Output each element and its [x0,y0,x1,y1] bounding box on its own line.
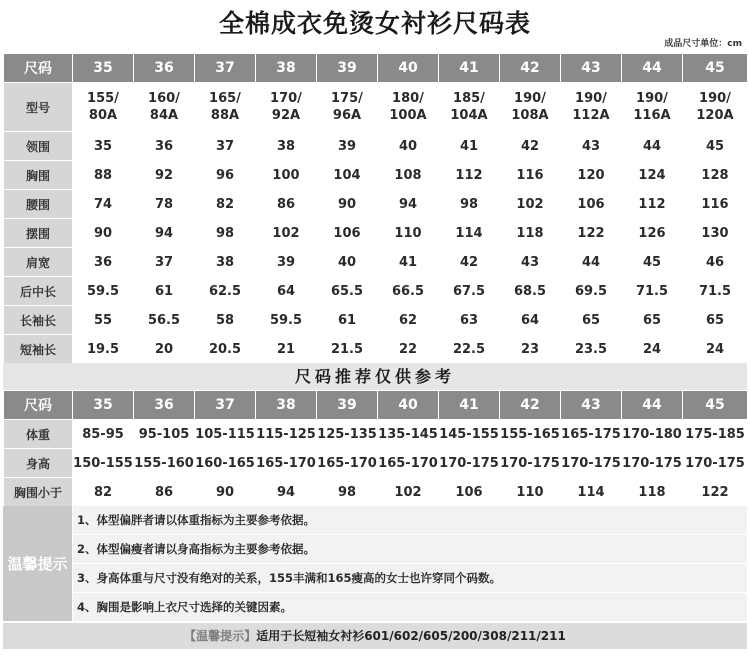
size-header-cell: 35 [73,391,134,420]
table-cell: 45 [683,132,748,161]
table-row [4,449,748,478]
table-cell: 100 [256,161,317,190]
cell-line: 88A [210,108,240,123]
table-cell: 165-175 [561,420,622,449]
table-cell: 165-170 [256,449,317,478]
table-cell: 71.5 [622,277,683,306]
size-header-cell: 43 [561,391,622,420]
table-cell: 46 [683,248,748,277]
cell-line: 100A [389,108,427,123]
table-cell [134,83,195,132]
table-cell: 44 [561,248,622,277]
tip-item: 3、身高体重与尺寸没有绝对的关系，155丰满和165瘦高的女士也许穿同个码数。 [73,564,747,593]
table-cell: 82 [195,190,256,219]
table-cell: 170-175 [561,449,622,478]
table-row [4,420,748,449]
table-cell: 96 [195,161,256,190]
table-cell: 65 [561,306,622,335]
cell-line: 185/ [453,91,485,106]
table-cell: 98 [195,219,256,248]
cell-line: 190/ [575,91,607,106]
table-cell: 23 [500,335,561,364]
table-cell: 106 [439,478,500,507]
table-cell: 24 [622,335,683,364]
table-cell [561,83,622,132]
table-cell: 130 [683,219,748,248]
table-cell: 104 [317,161,378,190]
table-cell: 170-175 [500,449,561,478]
table-cell: 78 [134,190,195,219]
row-label: 摆围 [4,219,73,248]
size-header-cell: 38 [256,54,317,83]
cell-line: 180/ [392,91,424,106]
table-cell: 85-95 [73,420,134,449]
table-cell: 74 [73,190,134,219]
table-cell: 64 [256,277,317,306]
table-cell: 88 [73,161,134,190]
table-cell: 39 [256,248,317,277]
table-cell: 86 [134,478,195,507]
table-cell: 86 [256,190,317,219]
unit-note: 成品尺寸单位：cm [664,39,742,49]
table-row [4,306,748,335]
size-header-cell: 42 [500,54,561,83]
table-cell: 69.5 [561,277,622,306]
table-cell: 71.5 [683,277,748,306]
table-cell: 68.5 [500,277,561,306]
table-cell: 102 [378,478,439,507]
table-cell: 170-180 [622,420,683,449]
table-cell: 21.5 [317,335,378,364]
table-cell [256,83,317,132]
size-header-cell: 41 [439,391,500,420]
table-cell: 37 [134,248,195,277]
size-header-cell: 35 [73,54,134,83]
table-cell: 36 [73,248,134,277]
table-cell: 106 [561,190,622,219]
table-cell: 165-170 [378,449,439,478]
row-label: 短袖长 [4,335,73,364]
table-cell: 65.5 [317,277,378,306]
table-cell: 38 [256,132,317,161]
table-cell: 170-175 [622,449,683,478]
cell-line: 92A [271,108,301,123]
row-label: 体重 [4,420,73,449]
header-label: 尺码 [4,391,73,420]
table-cell: 66.5 [378,277,439,306]
table-cell: 64 [500,306,561,335]
table-row [4,161,748,190]
table-cell: 67.5 [439,277,500,306]
table-cell: 38 [195,248,256,277]
table-cell: 90 [317,190,378,219]
table-cell: 62.5 [195,277,256,306]
row-label: 腰围 [4,190,73,219]
table-cell: 112 [622,190,683,219]
cell-line: 120A [696,108,734,123]
size-header-cell: 45 [683,54,748,83]
size-header-cell: 40 [378,391,439,420]
table-cell: 43 [500,248,561,277]
table-cell [439,83,500,132]
table-cell: 98 [439,190,500,219]
table-cell: 20.5 [195,335,256,364]
table-cell: 170-175 [439,449,500,478]
cell-line: 190/ [699,91,731,106]
table-cell: 45 [622,248,683,277]
table-cell: 112 [439,161,500,190]
cell-line: 190/ [636,91,668,106]
table-cell [317,83,378,132]
table-row [4,277,748,306]
row-label: 领围 [4,132,73,161]
table-cell: 98 [317,478,378,507]
table-cell: 114 [439,219,500,248]
table-cell: 124 [622,161,683,190]
table-row [4,248,748,277]
table-cell [683,83,748,132]
size-header-cell: 39 [317,54,378,83]
table-cell: 92 [134,161,195,190]
row-label: 胸围小于 [4,478,73,507]
table-cell: 114 [561,478,622,507]
table-cell: 90 [73,219,134,248]
table-cell: 135-145 [378,420,439,449]
table-cell: 82 [73,478,134,507]
size-header-cell: 37 [195,391,256,420]
recommend-table [3,390,748,507]
row-label: 型号 [4,83,73,132]
table-cell: 65 [622,306,683,335]
row-label: 肩宽 [4,248,73,277]
size-header-cell: 42 [500,391,561,420]
table-cell: 155-160 [134,449,195,478]
size-header-cell: 36 [134,391,195,420]
table-cell: 23.5 [561,335,622,364]
table-cell [500,83,561,132]
cell-line: 108A [511,108,549,123]
size-header-cell: 44 [622,391,683,420]
table-cell: 63 [439,306,500,335]
cell-line: 104A [450,108,488,123]
table-cell: 94 [256,478,317,507]
table-cell: 120 [561,161,622,190]
table-cell: 41 [439,132,500,161]
table-cell: 106 [317,219,378,248]
size-header-cell: 43 [561,54,622,83]
table-cell: 65 [683,306,748,335]
table-cell: 165-170 [317,449,378,478]
size-header-cell: 45 [683,391,748,420]
table-row [4,190,748,219]
table-cell: 40 [317,248,378,277]
table-cell: 56.5 [134,306,195,335]
footer-lead: 【温馨提示】 [184,629,257,643]
cell-line: 170/ [270,91,302,106]
table-cell: 22 [378,335,439,364]
row-label: 长袖长 [4,306,73,335]
table-cell: 102 [256,219,317,248]
table-cell: 22.5 [439,335,500,364]
header-label: 尺码 [4,54,73,83]
table-row [4,335,748,364]
table-cell [195,83,256,132]
table-cell: 94 [378,190,439,219]
table-cell: 42 [439,248,500,277]
table-cell: 102 [500,190,561,219]
cell-line: 165/ [209,91,241,106]
table-cell: 125-135 [317,420,378,449]
recommend-section-title: 尺码推荐仅供参考 [3,363,747,391]
table-cell: 122 [561,219,622,248]
table-cell: 58 [195,306,256,335]
table-cell: 95-105 [134,420,195,449]
page-title: 全棉成衣免烫女衬衫尺码表 [218,9,531,38]
table-cell: 108 [378,161,439,190]
table-cell: 116 [683,190,748,219]
cell-line: 84A [149,108,179,123]
size-header-row [4,54,748,83]
table-cell: 61 [317,306,378,335]
size-header-row [4,391,748,420]
table-cell: 128 [683,161,748,190]
table-cell: 175-185 [683,420,748,449]
table-cell: 43 [561,132,622,161]
cell-line: 190/ [514,91,546,106]
table-cell: 105-115 [195,420,256,449]
table-cell: 20 [134,335,195,364]
table-cell: 21 [256,335,317,364]
table-cell: 37 [195,132,256,161]
table-row [4,219,748,248]
table-cell: 42 [500,132,561,161]
size-header-cell: 41 [439,54,500,83]
table-cell: 55 [73,306,134,335]
tip-item: 2、体型偏瘦者请以身高指标为主要参考依据。 [73,535,747,564]
table-row [4,83,748,132]
table-cell: 61 [134,277,195,306]
table-cell: 94 [134,219,195,248]
table-cell: 170-175 [683,449,748,478]
table-cell: 44 [622,132,683,161]
table-cell: 35 [73,132,134,161]
tips-label: 温馨提示 [3,506,72,621]
tip-item: 4、胸围是影响上衣尺寸选择的关键因素。 [77,600,292,614]
table-cell: 62 [378,306,439,335]
cell-line: 112A [572,108,610,123]
size-header-cell: 36 [134,54,195,83]
row-label: 后中长 [4,277,73,306]
size-header-cell: 39 [317,391,378,420]
table-cell: 39 [317,132,378,161]
table-cell [378,83,439,132]
table-cell: 126 [622,219,683,248]
footer-text: 适用于长短袖女衬衫601/602/605/200/308/211/211 [256,629,566,643]
table-cell: 160-165 [195,449,256,478]
table-cell: 150-155 [73,449,134,478]
cell-line: 116A [633,108,671,123]
cell-line: 175/ [331,91,363,106]
table-cell: 19.5 [73,335,134,364]
table-cell: 122 [683,478,748,507]
table-cell: 118 [500,219,561,248]
size-header-cell: 40 [378,54,439,83]
row-label: 身高 [4,449,73,478]
cell-line: 160/ [148,91,180,106]
table-cell: 59.5 [73,277,134,306]
table-cell: 116 [500,161,561,190]
table-cell: 118 [622,478,683,507]
size-header-cell: 44 [622,54,683,83]
tips-list [73,506,747,621]
table-row [4,478,748,507]
table-row [4,132,748,161]
table-cell [622,83,683,132]
table-cell: 24 [683,335,748,364]
table-cell: 36 [134,132,195,161]
table-cell: 155-165 [500,420,561,449]
table-cell: 145-155 [439,420,500,449]
tips-section [3,506,747,621]
cell-line: 155/ [87,91,119,106]
table-cell: 59.5 [256,306,317,335]
tip-item: 1、体型偏胖者请以体重指标为主要参考依据。 [73,506,747,535]
size-header-cell: 38 [256,391,317,420]
footer-note [3,623,747,649]
table-cell: 110 [500,478,561,507]
table-cell: 90 [195,478,256,507]
table-cell [73,83,134,132]
cell-line: 80A [88,108,118,123]
size-table [3,53,748,364]
size-header-cell: 37 [195,54,256,83]
table-cell: 115-125 [256,420,317,449]
table-cell: 41 [378,248,439,277]
table-cell: 40 [378,132,439,161]
cell-line: 96A [332,108,362,123]
table-cell: 110 [378,219,439,248]
row-label: 胸围 [4,161,73,190]
